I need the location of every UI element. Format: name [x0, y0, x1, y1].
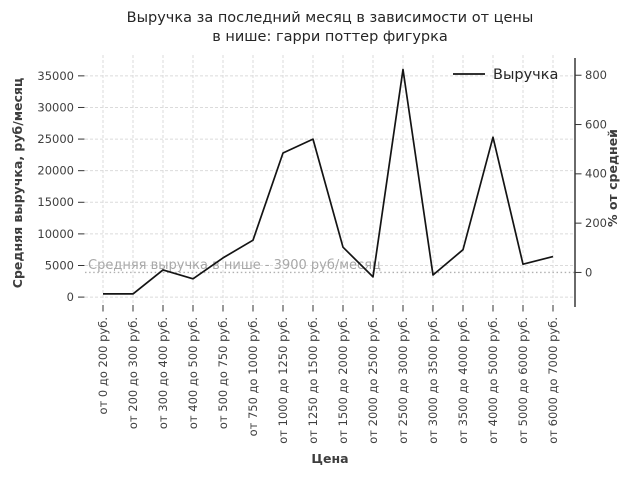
y-right-tick-label: 800	[585, 68, 607, 83]
x-tick-label: от 300 до 400 руб.	[156, 317, 171, 430]
x-tick-label: от 1500 до 2000 руб.	[336, 317, 351, 444]
x-tick-label: от 3000 до 3500 руб.	[426, 317, 441, 444]
y-left-tick-label: 20000	[37, 163, 74, 178]
x-tick-label: от 0 до 200 руб.	[96, 317, 111, 415]
y-left-tick-label: 10000	[37, 226, 74, 241]
x-tick-label: от 200 до 300 руб.	[126, 317, 141, 430]
y-left-tick-label: 5000	[44, 258, 74, 273]
legend-label: Выручка	[493, 67, 559, 84]
x-tick-label: от 2000 до 2500 руб.	[366, 317, 381, 444]
y-right-tick-label: 0	[585, 265, 593, 280]
y-left-axis-title: Средняя выручка, руб/месяц	[10, 77, 25, 289]
y-left-tick-label: 0	[66, 290, 74, 305]
y-right-tick-label: 200	[585, 216, 607, 231]
x-tick-label: от 5000 до 6000 руб.	[516, 317, 531, 444]
y-right-tick-label: 400	[585, 166, 607, 181]
y-left-tick-label: 15000	[37, 195, 74, 210]
y-left-tick-label: 25000	[37, 131, 74, 146]
x-tick-label: от 750 до 1000 руб.	[246, 317, 261, 437]
x-tick-label: от 500 до 750 руб.	[216, 317, 231, 430]
x-tick-label: от 3500 до 4000 руб.	[456, 317, 471, 444]
y-left-tick-label: 35000	[37, 68, 74, 83]
x-tick-label: от 6000 до 7000 руб.	[546, 317, 561, 444]
x-axis-title: Цена	[311, 451, 349, 466]
chart-title-line1: Выручка за последний месяц в зависимости от цены	[126, 10, 534, 26]
average-revenue-annotation: Средняя выручка в нише - 3900 руб/месяц	[88, 257, 381, 273]
y-right-axis-title: % от средней	[605, 129, 620, 227]
y-right-tick-label: 600	[585, 117, 607, 132]
x-tick-label: от 2500 до 3000 руб.	[396, 317, 411, 444]
x-tick-label: от 4000 до 5000 руб.	[486, 317, 501, 444]
y-left-tick-label: 30000	[37, 100, 74, 115]
chart-title-line2: в нише: гарри поттер фигурка	[212, 29, 448, 45]
x-tick-label: от 400 до 500 руб.	[186, 317, 201, 430]
x-tick-label: от 1250 до 1500 руб.	[306, 317, 321, 444]
x-tick-label: от 1000 до 1250 руб.	[276, 317, 291, 444]
